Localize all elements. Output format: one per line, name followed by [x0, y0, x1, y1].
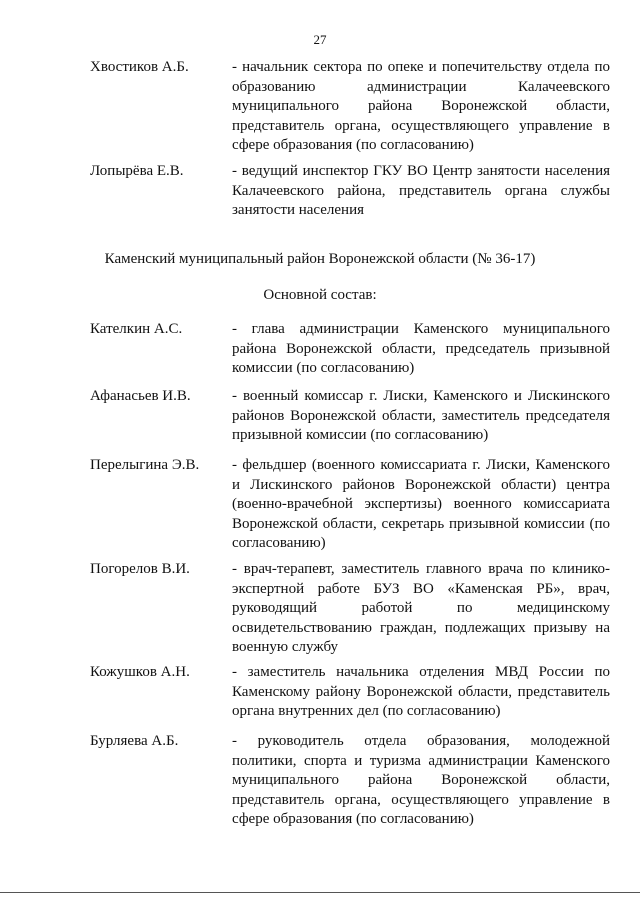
member-name: Хвостиков А.Б.	[90, 59, 189, 75]
page-bottom-rule	[0, 892, 640, 893]
member-name: Кожушков А.Н.	[90, 664, 190, 680]
member-name: Кателкин А.С.	[90, 321, 183, 337]
member-name: Погорелов В.И.	[90, 561, 190, 577]
member-name: Бурляева А.Б.	[90, 733, 179, 749]
member-name: Перелыгина Э.В.	[90, 457, 200, 473]
member-description: - руководитель отдела образования, молодежной политики, спорта и туризма администрации Каменского муниципального района Воронежской области, представитель органа, осуществляющего управление в сфере образования (по согласованию)	[232, 733, 610, 827]
member-description: - заместитель начальника отделения МВД России по Каменскому району Воронежской области, представитель органа внутренних дел (по согласованию)	[232, 664, 610, 719]
member-description: - военный комиссар г. Лиски, Каменского и Лискинского районов Воронежской области, заместитель председателя призывной комиссии (по согласованию)	[232, 388, 610, 443]
section-subtitle: Основной состав:	[263, 287, 377, 303]
member-description: - глава администрации Каменского муниципального района Воронежской области, председатель призывной комиссии (по согласованию)	[232, 321, 610, 376]
member-description: - ведущий инспектор ГКУ ВО Центр занятости населения Калачеевского района, представитель органа службы занятости населения	[232, 163, 610, 218]
page-number: 27	[313, 32, 327, 47]
district-title: Каменский муниципальный район Воронежской области (№ 36-17)	[104, 251, 536, 267]
member-name: Лопырёва Е.В.	[90, 163, 184, 179]
member-description: - начальник сектора по опеке и попечительству отдела по образованию администрации Калачеевского муниципального района Воронежской области, представитель органа, осуществляющего управление в сфере образования (по согласованию)	[232, 59, 610, 153]
member-description: - фельдшер (военного комиссариата г. Лиски, Каменского и Лискинского районов Воронежской области) центра (военно-врачебной экспертизы) военного комиссариата Воронежской области, секретарь призывной комиссии (по согласованию)	[232, 457, 610, 551]
member-description: - врач-терапевт, заместитель главного врача по клинико-экспертной работе БУЗ ВО «Каменская РБ», врач, руководящий работой по медицинскому освидетельствованию граждан, подлежащих призыву на военную службу	[232, 561, 610, 655]
member-name: Афанасьев И.В.	[90, 388, 191, 404]
